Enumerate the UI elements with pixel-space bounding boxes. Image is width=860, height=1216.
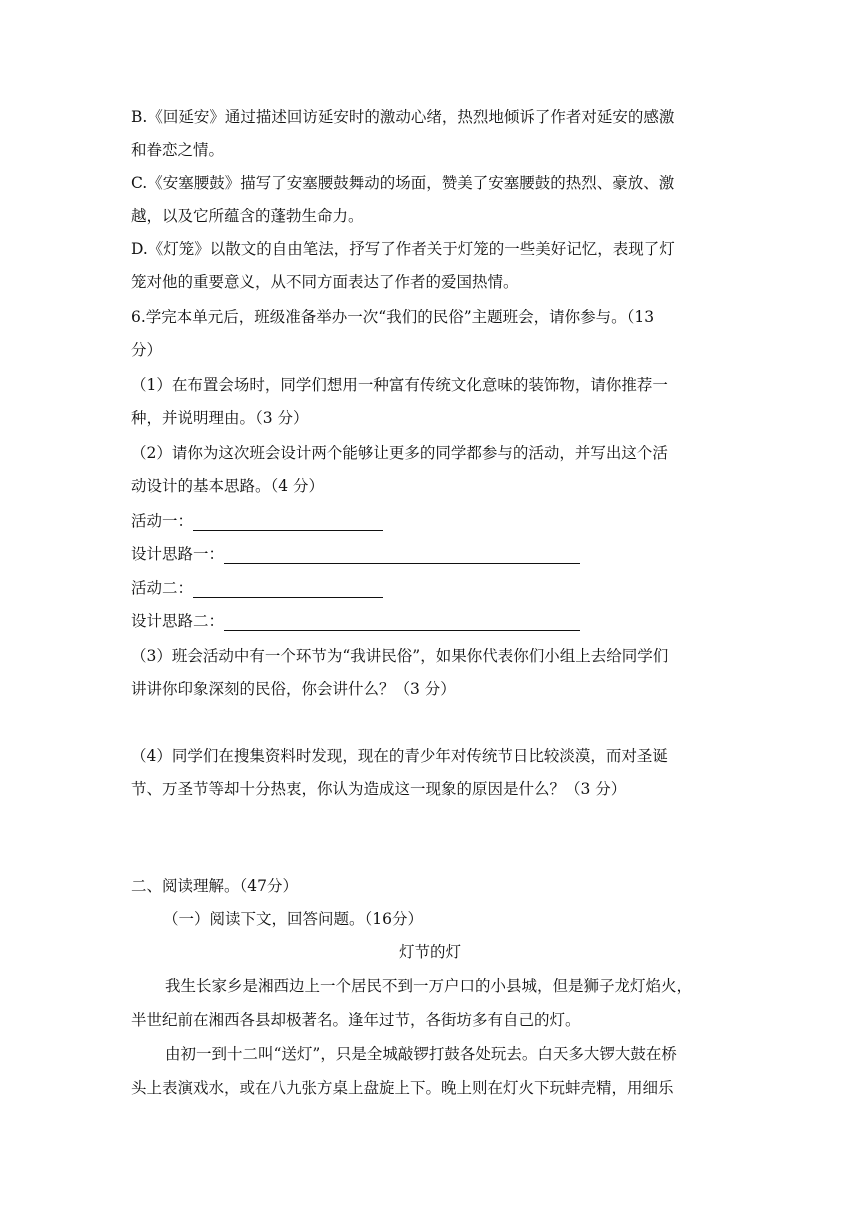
option-d-line-2: 笼对他的重要意义，从不同方面表达了作者的爱国热情。 — [131, 273, 519, 291]
option-c-line-1: C.《安塞腰鼓》描写了安塞腰鼓舞动的场面，赞美了安塞腰鼓的热烈、豪放、激 — [131, 174, 675, 192]
option-b-line-2: 和眷恋之情。 — [131, 141, 225, 159]
article-para-2-line-2: 头上表演戏水，或在八九张方桌上盘旋上下。晚上则在灯火下玩蚌壳精，用细乐 — [131, 1079, 674, 1097]
activity-1-label: 活动一： — [131, 512, 194, 530]
activity-1-answer-blank[interactable] — [193, 514, 383, 531]
idea-2-row — [131, 611, 580, 631]
activity-2-label: 活动二： — [131, 579, 194, 597]
article-para-1-line-2: 半世纪前在湘西各县却极著名。逢年过节，各街坊多有自己的灯。 — [131, 1011, 581, 1029]
activity-2-row — [131, 578, 383, 598]
question-6-part-1-line-1: （1）在布置会场时，同学们想用一种富有传统文化意味的装饰物，请你推荐一 — [131, 376, 668, 394]
option-c-line-2: 越，以及它所蕴含的蓬勃生命力。 — [131, 207, 364, 225]
question-6-part-3-line-1: （3）班会活动中有一个环节为“我讲民俗”，如果你代表你们小组上去给同学们 — [131, 647, 669, 665]
question-6-title-line-2: 分） — [131, 341, 163, 359]
option-d-line-1: D.《灯笼》以散文的自由笔法，抒写了作者关于灯笼的一些美好记忆，表现了灯 — [131, 240, 675, 258]
question-6-part-4-line-2: 节、万圣节等却十分热衷，你认为造成这一现象的原因是什么？（3 分） — [131, 780, 627, 798]
reading-1-heading: （一）阅读下文，回答问题。（16分） — [163, 910, 423, 928]
article-title: 灯节的灯 — [398, 943, 461, 961]
question-6-part-2-line-1: （2）请你为这次班会设计两个能够让更多的同学都参与的活动，并写出这个活 — [131, 444, 668, 462]
option-b-line-1: B.《回延安》通过描述回访延安时的激动心绪，热烈地倾诉了作者对延安的感激 — [131, 108, 675, 126]
question-6-part-2-line-2: 动设计的基本思路。（4 分） — [131, 477, 325, 495]
article-para-1-line-1: 我生长家乡是湘西边上一个居民不到一万户口的小县城，但是狮子龙灯焰火， — [165, 977, 693, 995]
section-2-heading: 二、阅读理解。（47分） — [131, 877, 298, 895]
question-6-part-1-line-2: 种，并说明理由。（3 分） — [131, 409, 309, 427]
question-6-part-3-line-2: 讲讲你印象深刻的民俗，你会讲什么？（3 分） — [131, 680, 456, 698]
question-6-title-line-1: 6.学完本单元后，班级准备举办一次“我们的民俗”主题班会，请你参与。（13 — [131, 308, 655, 326]
question-6-part-4-line-1: （4）同学们在搜集资料时发现，现在的青少年对传统节日比较淡漠，而对圣诞 — [131, 747, 668, 765]
idea-2-answer-blank[interactable] — [224, 614, 580, 631]
idea-2-label: 设计思路二： — [131, 612, 225, 630]
idea-1-row — [131, 544, 580, 564]
article-para-2-line-1: 由初一到十二叫“送灯”，只是全城敲锣打鼓各处玩去。白天多大锣大鼓在桥 — [165, 1045, 677, 1063]
activity-1-row — [131, 511, 383, 531]
idea-1-label: 设计思路一： — [131, 545, 225, 563]
idea-1-answer-blank[interactable] — [224, 547, 580, 564]
activity-2-answer-blank[interactable] — [193, 581, 383, 598]
